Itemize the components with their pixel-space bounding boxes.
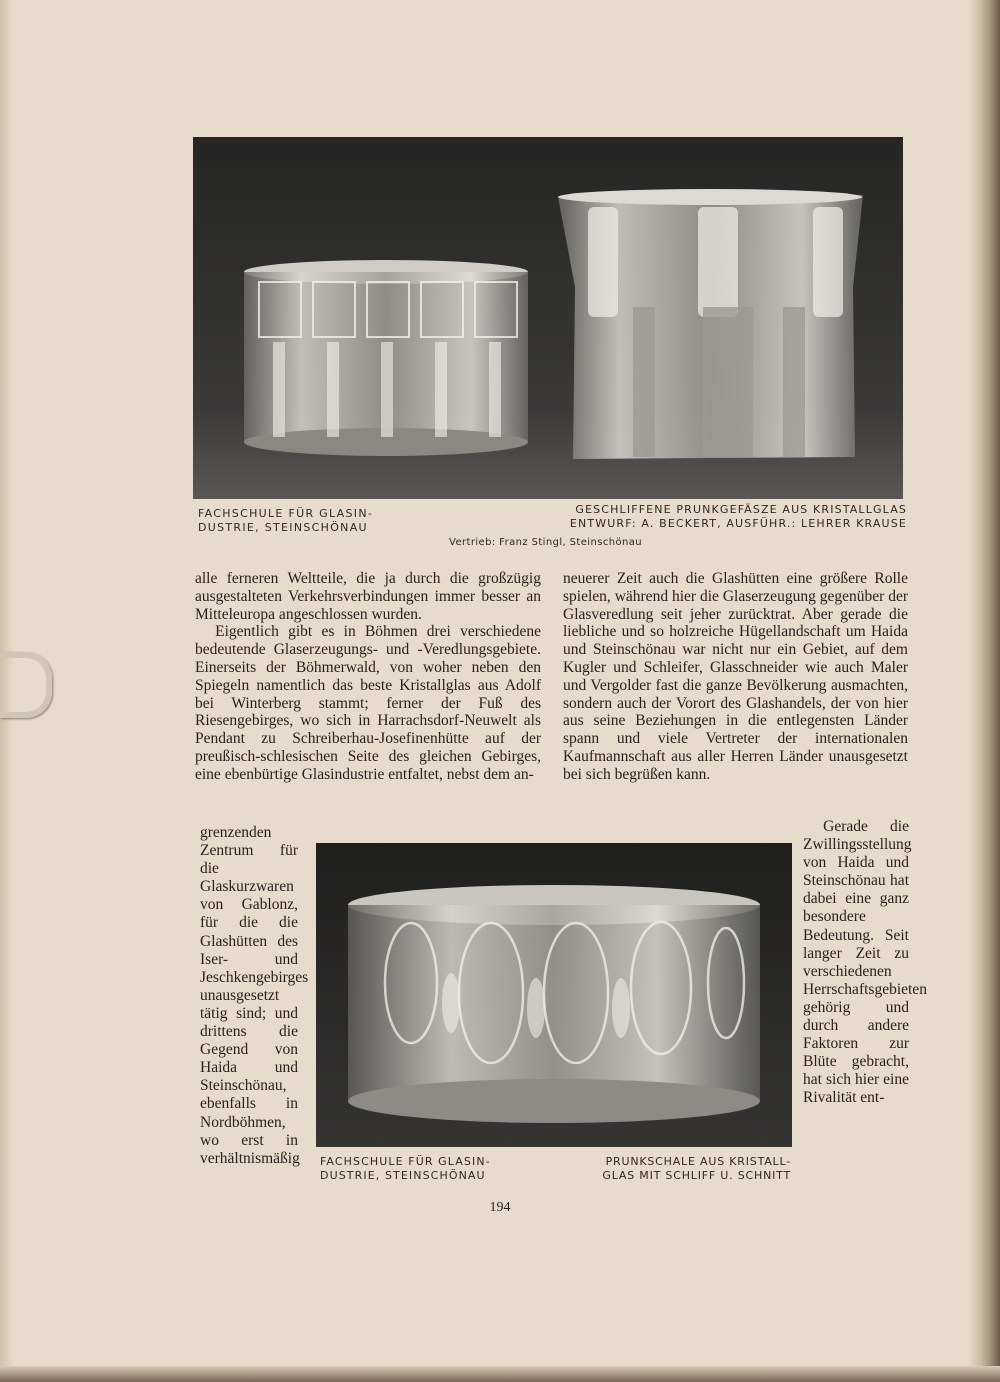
right-text-column [563, 570, 908, 784]
distributor-caption: Vertrieb: Franz Stingl, Steinschönau [449, 537, 642, 548]
right-glass-vase [558, 189, 863, 459]
bottom-left-caption-line-2: DUSTRIE, STEINSCHÖNAU [320, 1169, 486, 1182]
narrow-left-column [200, 824, 309, 1168]
bottom-left-caption [320, 1155, 491, 1183]
bottom-right-caption [560, 1155, 791, 1183]
top-left-caption [198, 507, 373, 535]
top-right-caption [533, 503, 907, 531]
narrow-right-paragraph: Gerade die Zwillingsstellung von Haida und Steinschönau hat dabei eine ganz besondere Bedeutung. Seit langer Zeit zu verschiedenen Herrschaftsgebieten gehörig und durch andere Faktoren zur Blüte gebracht, hat sich hier eine Rivalität ent- [803, 818, 927, 1107]
bottom-right-caption-line-2: GLAS MIT SCHLIFF U. SCHNITT [602, 1169, 791, 1182]
left-paragraph-2: Eigentlich gibt es in Böhmen drei verschiedene bedeutende Glaserzeugungs- und -Veredlungsgebiete. Einerseits der Böhmerwald, von woher neben den Spiegeln namentlich das beste Kristallglas aus Adolf bei Winterberg stammt; ferner der Fuß des Riesengebirges, wo sich in Harrachsdorf-Neuwelt als Pendant zu Schreiberhau-Josefinenhütte auf der preußisch-schlesischen Seite des gleichen Gebirges, eine ebenbürtige Glasindustrie entfaltet, nebst dem an- [195, 623, 541, 783]
narrow-right-column [803, 818, 927, 1108]
paper-clip [0, 652, 52, 718]
bottom-photo-crystal-bowl [316, 843, 792, 1147]
left-paragraph-1: alle ferneren Weltteile, die ja durch die großzügig ausgestalteten Verkehrsverbindungen immer besser an Mitteleuropa angeschlossen wurden. [195, 570, 541, 623]
top-left-caption-line-2: DUSTRIE, STEINSCHÖNAU [198, 521, 368, 534]
left-glass-bowl [244, 260, 528, 456]
right-paragraph-1: neuerer Zeit auch die Glashütten eine größere Rolle spielen, während hier die Glaserzeugung gegenüber der Glasveredlung seit jeher zurücktrat. Aber gerade die liebliche und so holzreiche Hügellandschaft um Haida und Steinschönau war nicht nur ein Gebiet, auf dem Kugler und Schleifer, Glasschneider wie auch Maler und Vergolder fast die ganze Bevölkerung ausmachten, sondern auch der Vorort des Glashandels, der von hier aus seine Beziehungen in die entlegensten Länder spann und viele Vertreter der internationalen Kaufmannschaft aus aller Herren Länder unausgesetzt bei sich begrüßen kann. [563, 570, 908, 783]
page-bottom-edge [0, 1366, 1000, 1382]
glass-bowl [348, 885, 760, 1123]
page-right-edge [968, 0, 1000, 1382]
top-left-caption-line-1: FACHSCHULE FÜR GLASIN- [198, 507, 374, 520]
top-photo-crystal-vessels [193, 137, 903, 499]
bottom-right-caption-line-1: PRUNKSCHALE AUS KRISTALL- [605, 1155, 791, 1168]
bottom-left-caption-line-1: FACHSCHULE FÜR GLASIN- [320, 1155, 491, 1168]
narrow-left-paragraph: grenzenden Zentrum für die Glaskurzwaren von Gablonz, für die die Glashütten des Iser- und Jeschkengebirges unausgesetzt tätig sind; und drittens die Gegend von Haida und Steinschönau, ebenfalls in Nordböhmen, wo erst in verhältnismäßig [200, 824, 309, 1167]
top-right-caption-line-2: ENTWURF: A. BECKERT, AUSFÜHR.: LEHRER KRAUSE [569, 517, 907, 530]
top-right-caption-line-1: GESCHLIFFENE PRUNKGEFÄSZE AUS KRISTALLGLAS [575, 503, 907, 516]
left-text-column [195, 570, 541, 784]
page-number: 194 [489, 1200, 511, 1215]
